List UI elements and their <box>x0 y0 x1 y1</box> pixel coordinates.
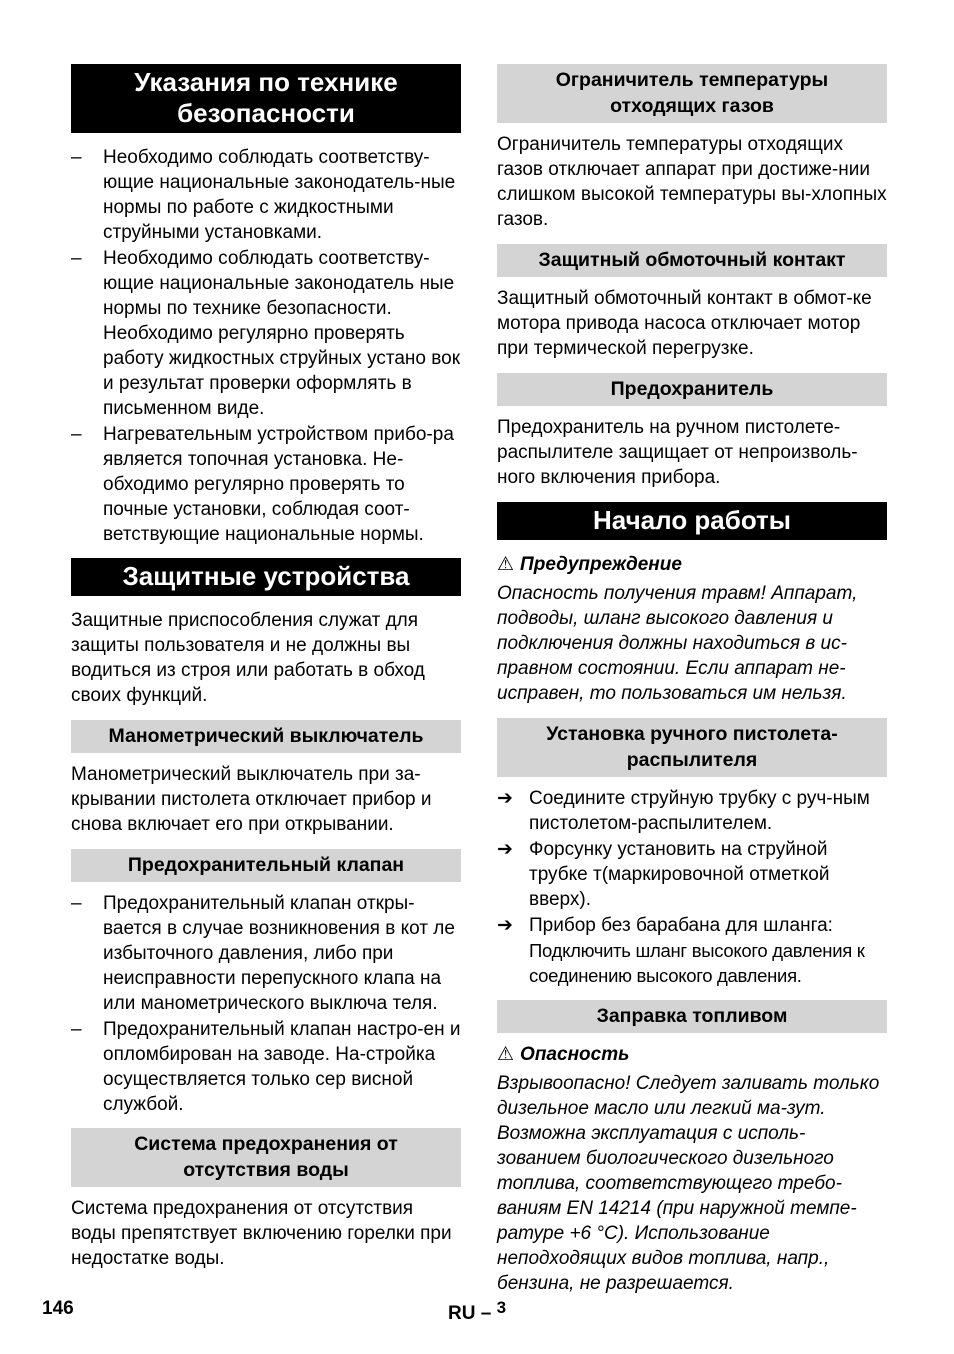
step-text: Форсунку установить на струйной трубке т(маркировочной отметкой вверх). <box>529 839 830 910</box>
danger-text: Взрывоопасно! Следует заливать только дизельное масло или легкий ма-зут. Возможна эксплуатация с исполь-зованием биологического дизельного топлива, соответствующего требо-ваниям EN 14214 (при наружной темпе-ратуре +6 °C). Использование неподходящих видов топлива, напр., бензина, не разрешается. <box>497 1073 880 1294</box>
protective-devices-text: Защитные приспособления служат для защиты пользователя и не должны вы водиться из строя или работать в обход своих функций. <box>71 610 425 706</box>
safety-instructions-heading: Указания по технике безопасности <box>71 64 461 133</box>
list-item: – Необходимо соблюдать соответству-ющие национальные законодатель ные нормы по технике безопасности. Необходимо регулярно проверять работу жидкостных струйных устано вок и результат проверки оформлять в письменном виде. <box>71 246 461 421</box>
list-item: – Необходимо соблюдать соответству-ющие национальные законодатель-ные нормы по работе с жидкостными струйными установками. <box>71 145 461 245</box>
language-code: RU – <box>448 1303 492 1324</box>
sub-page-number: 3 <box>496 1298 507 1317</box>
arrow-right-icon: ➔ <box>497 839 513 860</box>
arrow-right-icon: ➔ <box>497 788 513 809</box>
winding-contact-text: Защитный обмоточный контакт в обмот-ке мотора привода насоса отключает мотор при термической перегрузке. <box>497 288 872 359</box>
step-subtext: Подключить шланг высокого давления к соединению высокого давления. <box>529 940 865 986</box>
safety-valve-list <box>71 891 461 1117</box>
gun-install-heading: Установка ручного пистолета-распылителя <box>497 718 887 777</box>
danger-label-row <box>497 1042 887 1067</box>
warning-triangle-icon: ⚠ <box>497 554 515 575</box>
list-item: – Предохранительный клапан откры-вается в случае возникновения в кот ле избыточного давления, либо при неисправности перепускного клапа на или манометрического выключа теля. <box>71 891 461 1016</box>
safety-valve-heading: Предохранительный клапан <box>71 849 461 882</box>
warning-text: Опасность получения травм! Аппарат, подводы, шланг высокого давления и подключения должны находиться в ис-правном состоянии. Если аппарат не-исправен, то пользоваться им нельзя. <box>497 583 858 704</box>
safety-instructions-list <box>71 145 461 547</box>
fuse-text: Предохранитель на ручном пистолете-распылителе защищает от непроизволь-ного включения прибора. <box>497 417 858 488</box>
list-item: – Нагревательным устройством прибо-ра является топочная установка. Не-обходимо регулярно проверять то почные установки, соблюдая соот-ветствующие национальные нормы. <box>71 422 461 547</box>
gun-install-steps <box>497 786 887 988</box>
pressure-switch-text: Манометрический выключатель при за-крывании пистолета отключает прибор и снова включает его при открывании. <box>71 764 432 835</box>
water-protection-heading: Система предохранения от отсутствия воды <box>71 1128 461 1187</box>
warning-label: Предупреждение <box>520 554 682 575</box>
right-column <box>497 64 887 1308</box>
list-item: – Предохранительный клапан настро-ен и опломбирован на заводе. На-стройка осуществляется только сер висной службой. <box>71 1017 461 1117</box>
start-up-heading: Начало работы <box>497 502 887 540</box>
exhaust-limiter-heading: Ограничитель температуры отходящих газов <box>497 64 887 123</box>
warning-label-row <box>497 552 887 577</box>
step-text: Прибор без барабана для шланга: <box>529 915 833 936</box>
winding-contact-heading: Защитный обмоточный контакт <box>497 244 887 277</box>
warning-triangle-icon: ⚠ <box>497 1044 515 1065</box>
section-page-label <box>448 1298 506 1325</box>
water-protection-text: Система предохранения от отсутствия воды препятствует включению горелки при недостатке воды. <box>71 1198 452 1269</box>
fuel-heading: Заправка топливом <box>497 1000 887 1033</box>
exhaust-limiter-text: Ограничитель температуры отходящих газов отключает аппарат при достиже-нии слишком высокой температуры вы-хлопных газов. <box>497 134 887 230</box>
step-text: Соедините струйную трубку с руч-ным пистолетом-распылителем. <box>529 788 870 834</box>
fuse-heading: Предохранитель <box>497 373 887 406</box>
list-item <box>497 786 887 836</box>
list-item <box>497 913 887 988</box>
danger-label: Опасность <box>520 1044 630 1065</box>
arrow-right-icon: ➔ <box>497 915 513 936</box>
pressure-switch-heading: Манометрический выключатель <box>71 720 461 753</box>
left-column <box>71 64 461 1283</box>
page-number: 146 <box>42 1298 74 1319</box>
protective-devices-heading: Защитные устройства <box>71 558 461 596</box>
list-item <box>497 837 887 912</box>
